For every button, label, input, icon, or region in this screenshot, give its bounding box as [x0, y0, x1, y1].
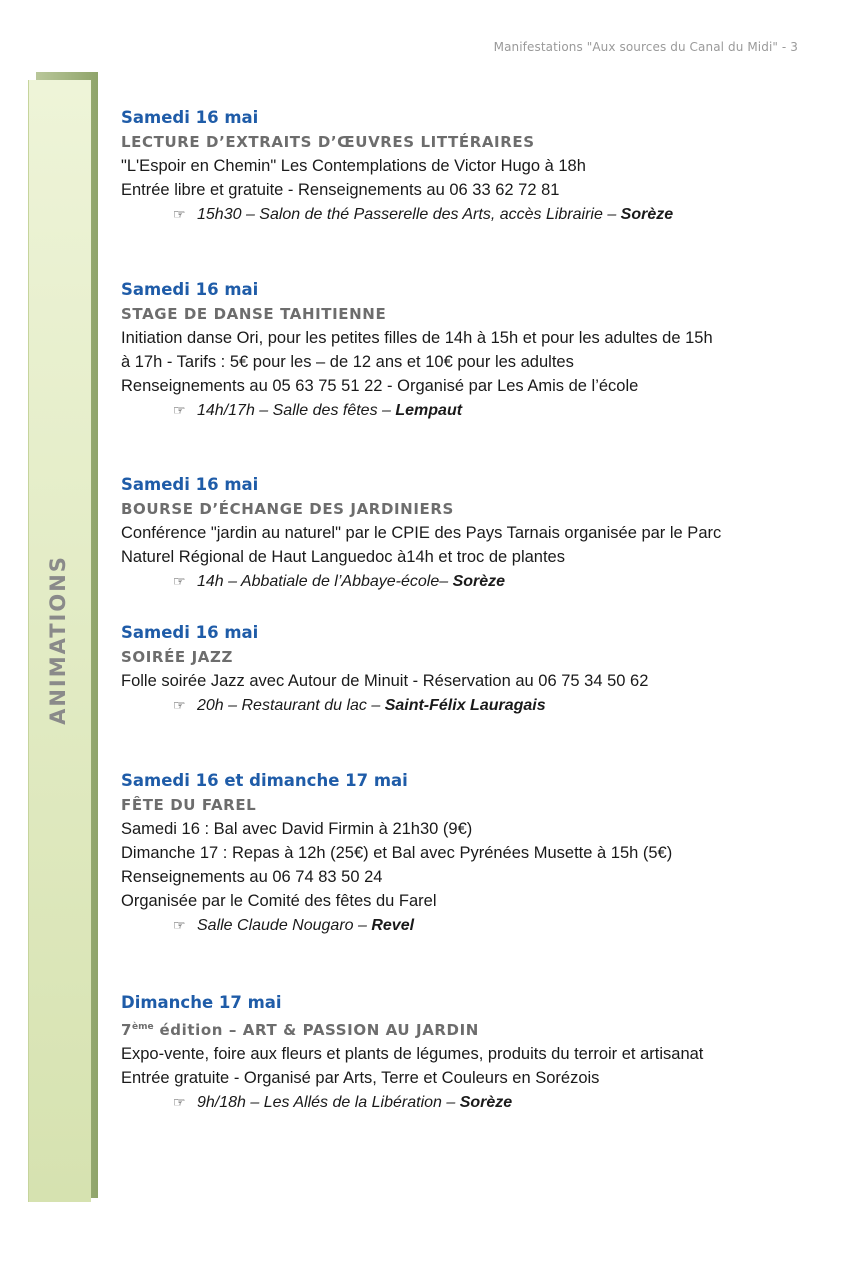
event-title-text: édition – ART & PASSION AU JARDIN	[153, 1021, 479, 1039]
event-title: LECTURE D’EXTRAITS D’ŒUVRES LITTÉRAIRES	[121, 133, 535, 151]
event-location-text: Salle Claude Nougaro –	[197, 917, 372, 934]
event-date: Samedi 16 mai	[121, 108, 259, 127]
event-detail: Expo-vente, foire aux fleurs et plants de légumes, produits du terroir et artisanat	[121, 1045, 704, 1063]
event-detail: à 17h - Tarifs : 5€ pour les – de 12 ans et 10€ pour les adultes	[121, 353, 574, 371]
pointing-hand-icon: ☞	[173, 697, 186, 713]
event-title	[121, 1015, 811, 1042]
event-town: Lempaut	[395, 402, 463, 419]
event-detail: Entrée libre et gratuite - Renseignements au 06 33 62 72 81	[121, 181, 560, 199]
event-item	[121, 991, 811, 1163]
event-detail: Organisée par le Comité des fêtes du Farel	[121, 892, 437, 910]
pointing-hand-icon: ☞	[173, 402, 186, 418]
event-location-text: 9h/18h – Les Allés de la Libération –	[197, 1094, 460, 1111]
event-item	[121, 106, 811, 278]
event-item	[121, 621, 811, 769]
event-town: Sorèze	[620, 206, 674, 223]
event-title: SOIRÉE JAZZ	[121, 648, 233, 666]
event-town: Saint-Félix Lauragais	[384, 697, 546, 714]
event-town: Revel	[371, 917, 415, 934]
edition-number: 7	[121, 1021, 133, 1039]
event-location	[173, 202, 811, 227]
pointing-hand-icon: ☞	[173, 206, 186, 222]
event-detail: Renseignements au 05 63 75 51 22 - Organisé par Les Amis de l’école	[121, 377, 639, 395]
side-band-label: ANIMATIONS	[46, 555, 70, 725]
page-header: Manifestations "Aux sources du Canal du Midi" - 3	[493, 40, 798, 54]
event-location	[173, 1090, 811, 1115]
event-title: FÊTE DU FAREL	[121, 796, 257, 814]
event-date: Samedi 16 mai	[121, 623, 259, 642]
event-item	[121, 769, 811, 991]
event-location	[173, 398, 811, 423]
event-detail: Dimanche 17 : Repas à 12h (25€) et Bal avec Pyrénées Musette à 15h (5€)	[121, 844, 673, 862]
edition-suffix: ème	[132, 1022, 154, 1032]
event-town: Sorèze	[459, 1094, 513, 1111]
event-location-text: 20h – Restaurant du lac –	[197, 697, 385, 714]
event-list	[121, 106, 811, 1163]
pointing-hand-icon: ☞	[173, 917, 186, 933]
event-detail: Conférence "jardin au naturel" par le CPIE des Pays Tarnais organisée par le Parc	[121, 524, 722, 542]
event-location-text: 15h30 – Salon de thé Passerelle des Arts, accès Librairie –	[197, 206, 621, 223]
event-detail: Folle soirée Jazz avec Autour de Minuit - Réservation au 06 75 34 50 62	[121, 672, 649, 690]
event-date: Dimanche 17 mai	[121, 993, 282, 1012]
event-title: BOURSE D’ÉCHANGE DES JARDINIERS	[121, 500, 454, 518]
event-item	[121, 278, 811, 473]
pointing-hand-icon: ☞	[173, 573, 186, 589]
event-date: Samedi 16 mai	[121, 280, 259, 299]
event-detail: Naturel Régional de Haut Languedoc à14h et troc de plantes	[121, 548, 565, 566]
event-title: STAGE DE DANSE TAHITIENNE	[121, 305, 387, 323]
event-location	[173, 913, 811, 938]
event-detail: Entrée gratuite - Organisé par Arts, Terre et Couleurs en Sorézois	[121, 1069, 600, 1087]
event-detail: Samedi 16 : Bal avec David Firmin à 21h30 (9€)	[121, 820, 473, 838]
event-detail: "L'Espoir en Chemin" Les Contemplations de Victor Hugo à 18h	[121, 157, 586, 175]
event-detail: Initiation danse Ori, pour les petites filles de 14h à 15h et pour les adultes de 15h	[121, 329, 713, 347]
event-location-text: 14h – Abbatiale de l’Abbaye-école–	[197, 573, 453, 590]
event-location-text: 14h/17h – Salle des fêtes –	[197, 402, 396, 419]
event-date: Samedi 16 mai	[121, 475, 259, 494]
pointing-hand-icon: ☞	[173, 1094, 186, 1110]
event-item	[121, 473, 811, 621]
event-date: Samedi 16 et dimanche 17 mai	[121, 771, 408, 790]
event-detail: Renseignements au 06 74 83 50 24	[121, 868, 383, 886]
event-location	[173, 569, 811, 594]
event-town: Sorèze	[452, 573, 506, 590]
event-location	[173, 693, 811, 718]
